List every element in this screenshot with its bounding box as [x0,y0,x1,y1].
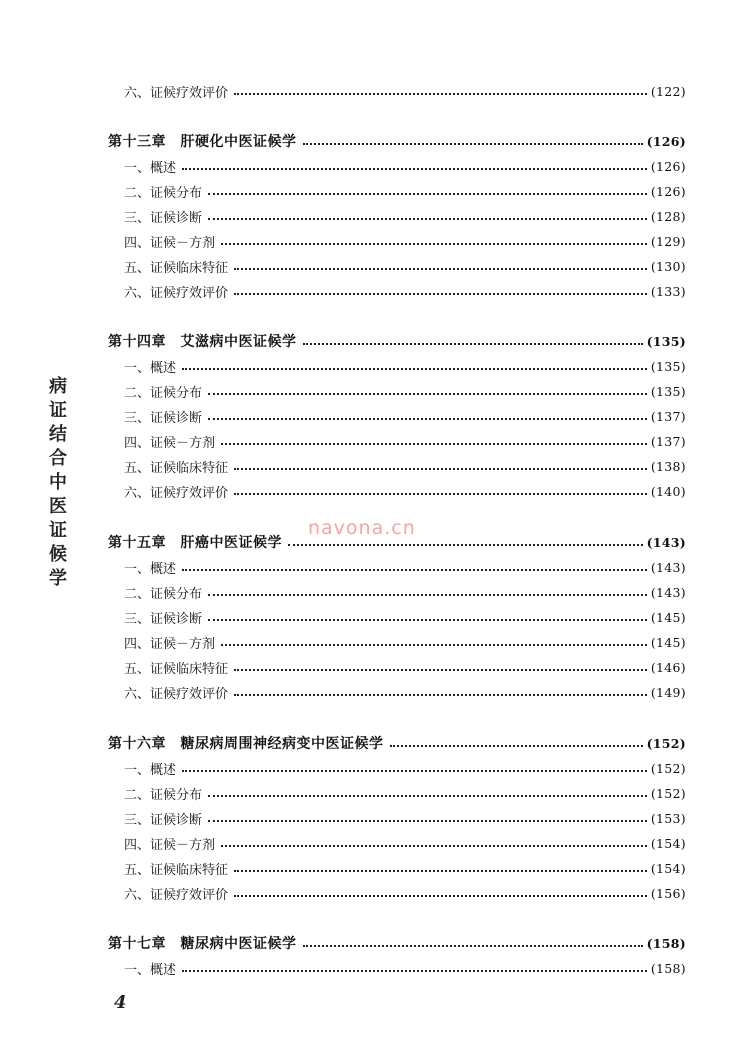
toc-entry-title: 五、证候临床特征 [124,260,229,276]
toc-entry-title: 四、证候－方剂 [124,837,216,853]
toc-entry-title: 四、证候－方剂 [124,235,216,251]
toc-entry-page: (128) [650,208,686,224]
toc-entry-page: (154) [650,860,686,876]
toc-entry-title: 二、证候分布 [124,385,203,401]
dot-leader [234,870,647,872]
toc-entry-page: (126) [646,133,686,149]
toc-entry-page: (126) [650,183,686,199]
dot-leader [208,193,647,195]
dot-leader [208,393,647,395]
dot-leader [234,293,647,295]
toc-entry-title: 一、概述 [124,962,177,978]
toc-chapter-entry[interactable] [108,330,686,352]
toc-section-entry[interactable] [124,480,686,502]
toc-entry-page: (135) [650,358,686,374]
dot-leader [234,694,647,696]
toc-entry-title: 四、证候－方剂 [124,435,216,451]
toc-entry-title: 三、证候诊断 [124,410,203,426]
toc-entry-title: 一、概述 [124,360,177,376]
toc-entry-page: (149) [650,684,686,700]
dot-leader [208,820,647,822]
toc-section-entry[interactable] [124,280,686,302]
toc-section-entry[interactable] [124,380,686,402]
dot-leader [390,745,643,747]
dot-leader [182,970,647,972]
dot-leader [182,168,647,170]
toc-entry-page: (138) [650,458,686,474]
book-side-title: 病证结合中医证候学 [46,376,67,592]
toc-entry-page: (154) [650,835,686,851]
toc-entry-page: (152) [650,760,686,776]
toc-entry-page: (145) [650,634,686,650]
toc-entry-title: 一、概述 [124,160,177,176]
toc-entry-page: (158) [646,935,686,951]
toc-chapter-entry[interactable] [108,732,686,754]
toc-entry-title: 二、证候分布 [124,586,203,602]
toc-section-entry[interactable] [124,405,686,427]
toc-entry-title: 三、证候诊断 [124,812,203,828]
toc-entry-page: (133) [650,283,686,299]
toc-entry-title: 六、证候疗效评价 [124,887,229,903]
dot-leader [234,493,647,495]
toc-section-entry[interactable] [124,355,686,377]
toc-entry-page: (153) [650,810,686,826]
toc-entry-page: (143) [650,584,686,600]
toc-entry-title: 六、证候疗效评价 [124,85,229,101]
toc-section-entry[interactable] [124,455,686,477]
toc-entry-title: 五、证候临床特征 [124,460,229,476]
toc-section-entry[interactable] [124,205,686,227]
toc-section-entry[interactable] [124,255,686,277]
toc-entry-page: (137) [650,408,686,424]
toc-entry-page: (122) [650,83,686,99]
toc-section-entry[interactable] [124,180,686,202]
dot-leader [208,594,647,596]
toc-section-entry[interactable] [124,681,686,703]
toc-section-entry[interactable] [124,882,686,904]
dot-leader [288,544,643,546]
toc-section-entry[interactable] [124,230,686,252]
toc-entry-title: 二、证候分布 [124,787,203,803]
dot-leader [234,468,647,470]
toc-entry-title: 第十四章 艾滋病中医证候学 [108,334,297,350]
toc-section-entry[interactable] [124,430,686,452]
dot-leader [221,845,647,847]
toc-section-entry[interactable] [124,957,686,979]
toc-entry-page: (145) [650,609,686,625]
toc-section-entry[interactable] [124,581,686,603]
toc-entry-title: 六、证候疗效评价 [124,485,229,501]
dot-leader [303,945,643,947]
toc-section-entry[interactable] [124,782,686,804]
toc-entry-title: 一、概述 [124,762,177,778]
toc-entry-page: (135) [650,383,686,399]
dot-leader [182,368,647,370]
dot-leader [221,443,647,445]
toc-entry-title: 五、证候临床特征 [124,661,229,677]
toc-entry-title: 四、证候－方剂 [124,636,216,652]
dot-leader [208,418,647,420]
toc-entry-title: 第十七章 糖尿病中医证候学 [108,936,297,952]
toc-entry-page: (130) [650,258,686,274]
dot-leader [303,143,643,145]
dot-leader [303,343,643,345]
dot-leader [182,569,647,571]
toc-entry-page: (143) [646,534,686,550]
dot-leader [234,669,647,671]
dot-leader [208,619,647,621]
toc-entry-title: 第十六章 糖尿病周围神经病变中医证候学 [108,736,384,752]
toc-entry-page: (126) [650,158,686,174]
dot-leader [221,644,647,646]
toc-entry-page: (135) [646,333,686,349]
dot-leader [234,268,647,270]
toc-entry-page: (152) [650,785,686,801]
toc-entry-title: 三、证候诊断 [124,210,203,226]
dot-leader [234,895,647,897]
toc-entry-page: (137) [650,433,686,449]
toc-entry-title: 六、证候疗效评价 [124,686,229,702]
toc-entry-page: (152) [646,735,686,751]
toc-entry-page: (158) [650,960,686,976]
dot-leader [221,243,647,245]
toc-entry-title: 三、证候诊断 [124,611,203,627]
toc-entry-page: (140) [650,483,686,499]
dot-leader [208,795,647,797]
toc-entry-page: (129) [650,233,686,249]
toc-entry-page: (156) [650,885,686,901]
toc-section-entry[interactable] [124,606,686,628]
dot-leader [234,93,647,95]
toc-entry-page: (146) [650,659,686,675]
toc-chapter-entry[interactable] [108,932,686,954]
toc-section-entry[interactable] [124,807,686,829]
toc-entry-title: 一、概述 [124,561,177,577]
toc-section-entry[interactable] [124,631,686,653]
toc-entry-title: 第十五章 肝癌中医证候学 [108,535,282,551]
toc-section-entry[interactable] [124,80,686,102]
toc-section-entry[interactable] [124,832,686,854]
toc-entry-page: (143) [650,559,686,575]
toc-section-entry[interactable] [124,857,686,879]
toc-entry-title: 二、证候分布 [124,185,203,201]
toc-entry-title: 第十三章 肝硬化中医证候学 [108,134,297,150]
toc-entry-title: 六、证候疗效评价 [124,285,229,301]
page-number: 4 [114,992,127,1013]
dot-leader [182,770,647,772]
toc-section-entry[interactable] [124,656,686,678]
toc-section-entry[interactable] [124,556,686,578]
dot-leader [208,218,647,220]
toc-section-entry[interactable] [124,757,686,779]
toc-entry-title: 五、证候临床特征 [124,862,229,878]
toc-section-entry[interactable] [124,155,686,177]
watermark-text: navona.cn [308,517,416,539]
toc-chapter-entry[interactable] [108,130,686,152]
